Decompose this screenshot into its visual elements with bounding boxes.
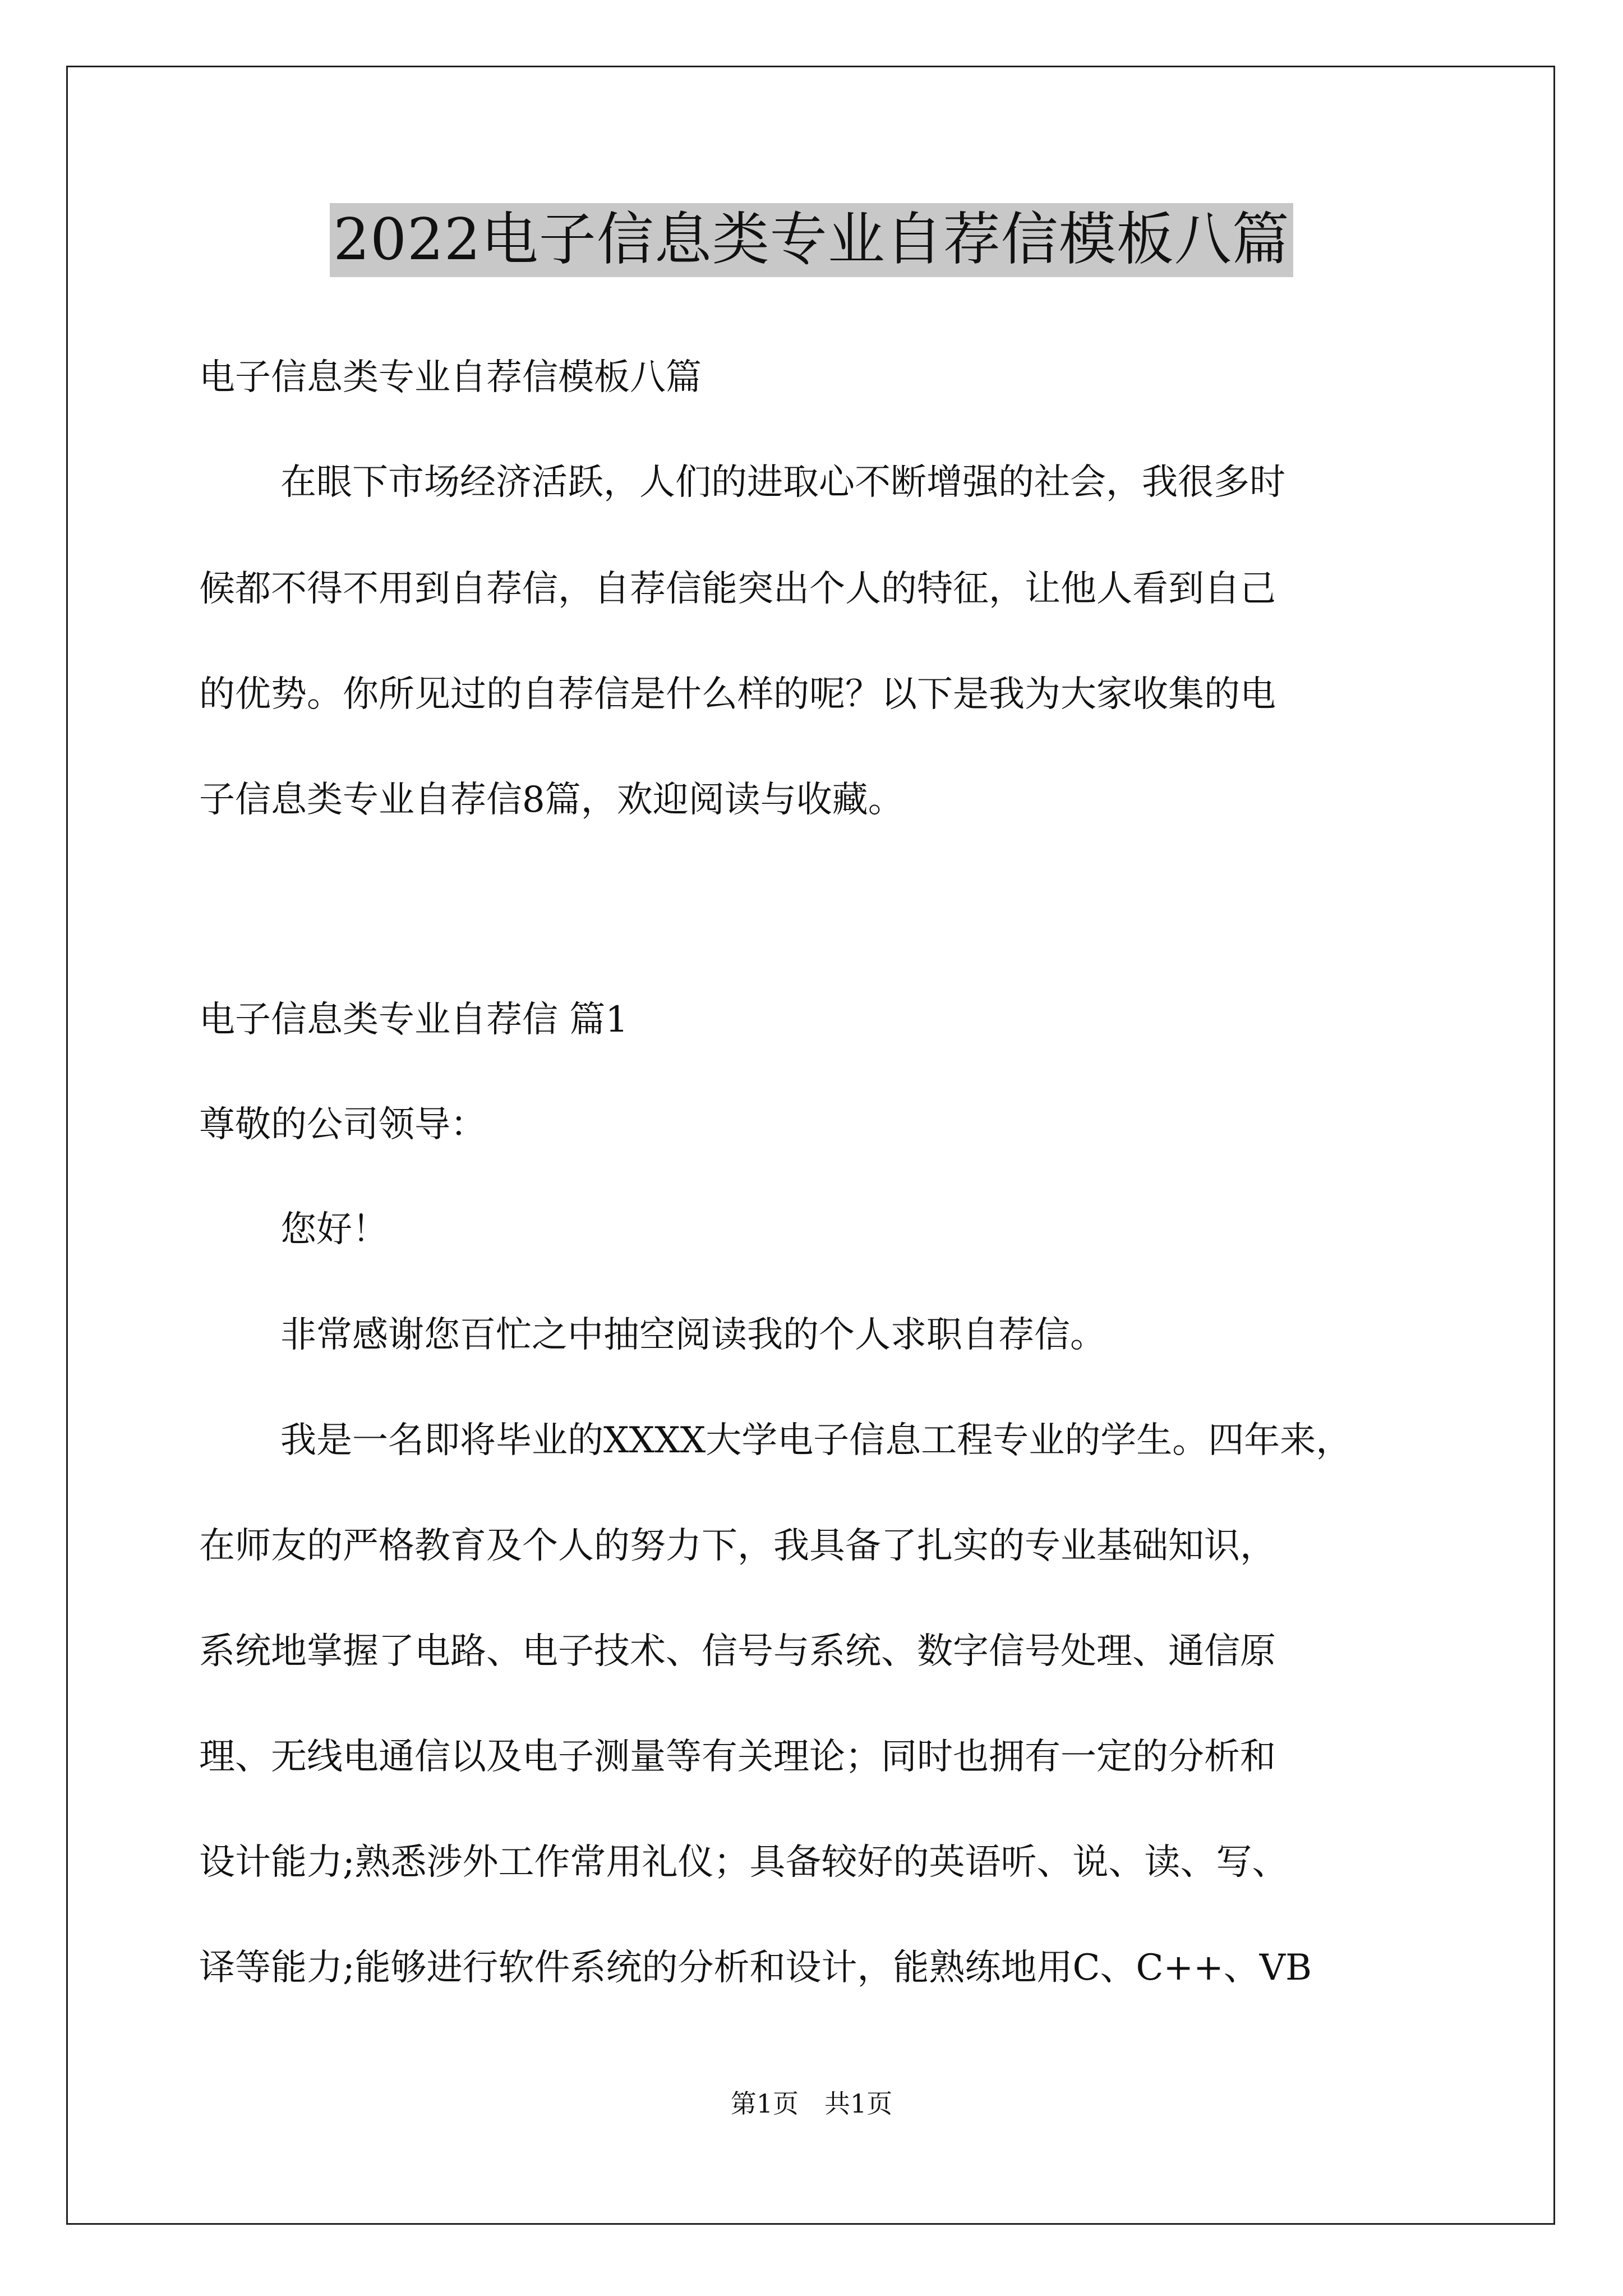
document-subtitle: 电子信息类专业自荐信模板八篇 xyxy=(199,357,702,398)
section-heading: 电子信息类专业自荐信 篇1 xyxy=(199,999,629,1041)
title-wrap xyxy=(0,203,1623,277)
intro-line-4: 子信息类专业自荐信8篇，欢迎阅读与收藏。 xyxy=(199,779,904,821)
body-line-1: 我是一名即将毕业的XXXX大学电子信息工程专业的学生。四年来， xyxy=(280,1420,1352,1461)
body-line-5: 设计能力;熟悉涉外工作常用礼仪；具备较好的英语听、说、读、写、 xyxy=(199,1842,1288,1883)
body-line-2: 在师友的严格教育及个人的努力下，我具备了扎实的专业基础知识， xyxy=(199,1525,1276,1567)
salutation: 尊敬的公司领导： xyxy=(199,1104,486,1145)
intro-line-3: 的优势。你所见过的自荐信是什么样的呢？以下是我为大家收集的电 xyxy=(199,674,1276,715)
greeting: 您好！ xyxy=(280,1209,388,1250)
thanks-paragraph: 非常感谢您百忙之中抽空阅读我的个人求职自荐信。 xyxy=(280,1314,1106,1356)
body-line-3: 系统地掌握了电路、电子技术、信号与系统、数字信号处理、通信原 xyxy=(199,1631,1276,1672)
page-footer: 第1页 共1页 xyxy=(730,2088,893,2119)
intro-line-2: 候都不得不用到自荐信，自荐信能突出个人的特征，让他人看到自己 xyxy=(199,568,1276,610)
body-line-6: 译等能力;能够进行软件系统的分析和设计，能熟练地用C、C++、VB xyxy=(199,1947,1312,1989)
document-title: 2022电子信息类专业自荐信模板八篇 xyxy=(330,203,1293,277)
intro-line-1: 在眼下市场经济活跃，人们的进取心不断增强的社会，我很多时 xyxy=(280,462,1285,503)
body-line-4: 理、无线电通信以及电子测量等有关理论；同时也拥有一定的分析和 xyxy=(199,1736,1276,1778)
